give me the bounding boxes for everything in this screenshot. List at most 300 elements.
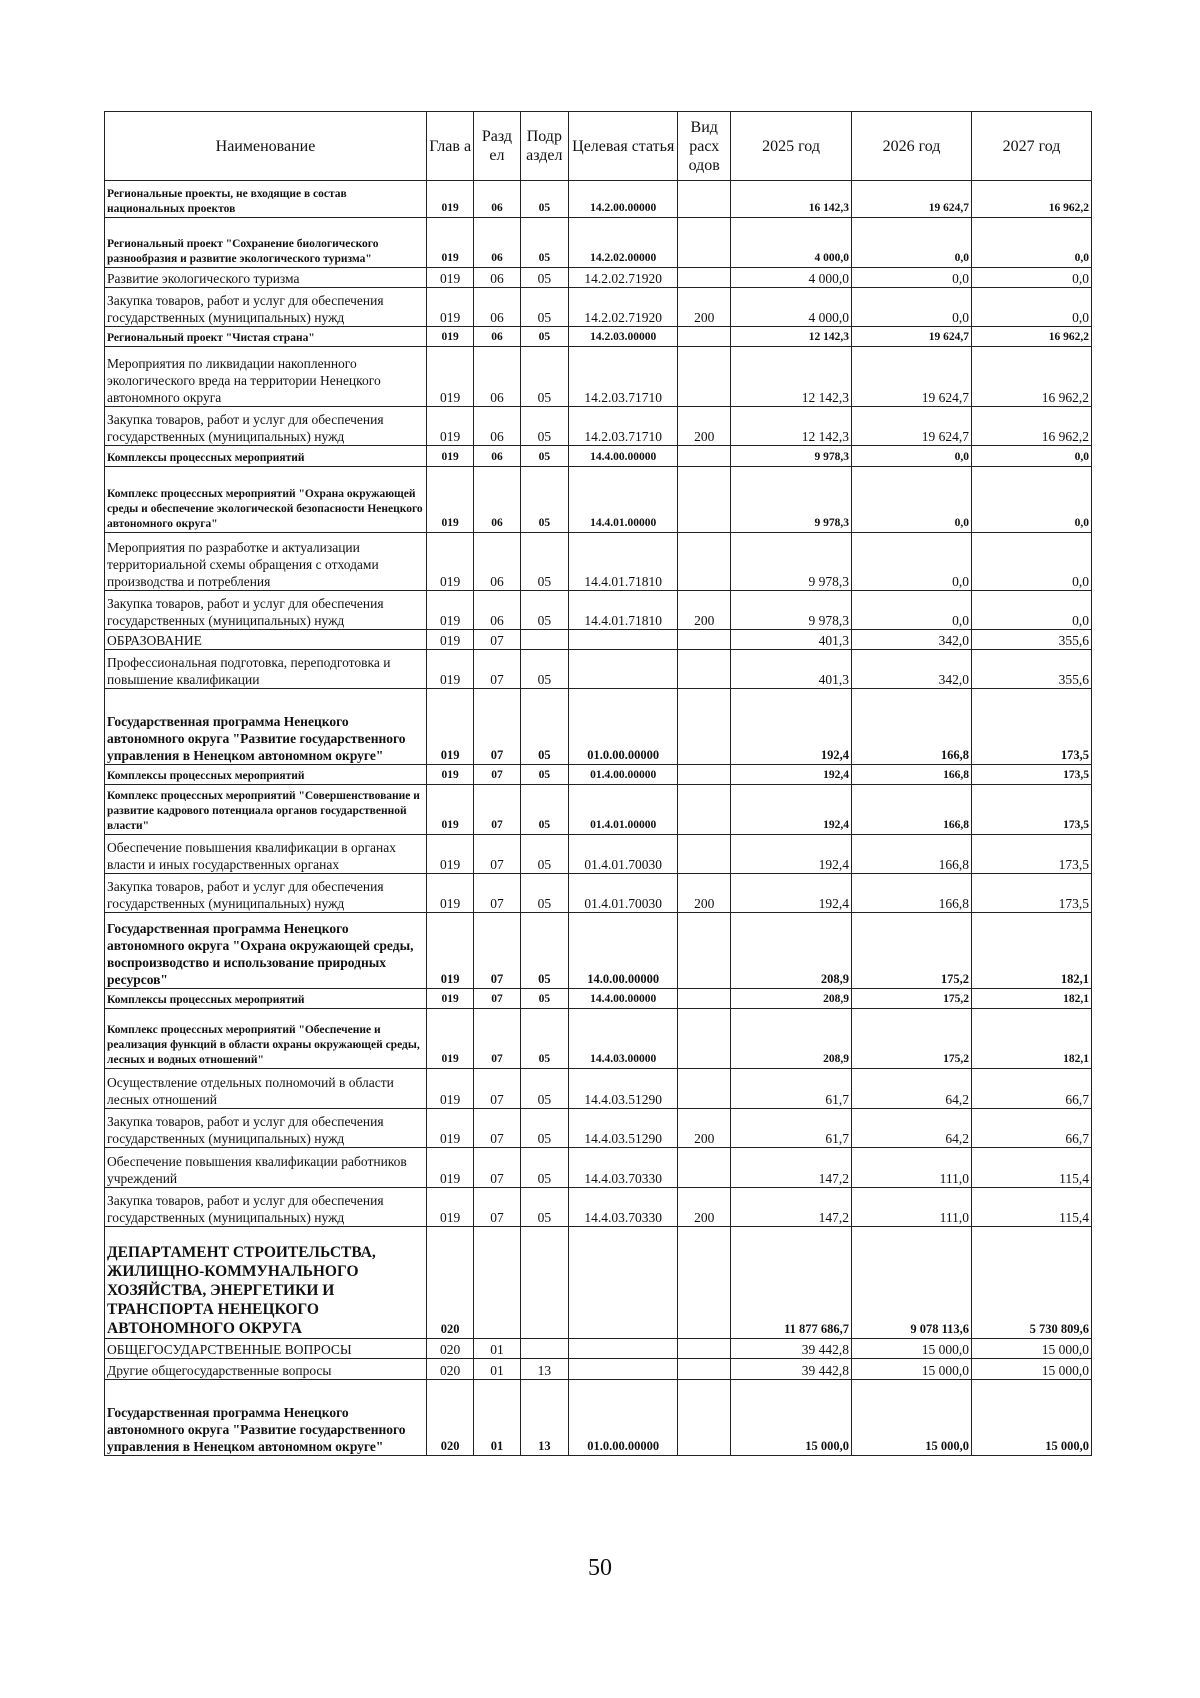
row-name: Региональный проект "Сохранение биологического разнообразия и развитие экологического туризма" bbox=[105, 218, 427, 268]
table-row bbox=[105, 591, 1092, 630]
row-amount-2026: 342,0 bbox=[852, 630, 972, 650]
row-tselevaya-statya: 14.2.03.71710 bbox=[569, 407, 678, 446]
header-2025: 2025 год bbox=[731, 112, 852, 181]
row-glava: 019 bbox=[426, 874, 473, 913]
row-vid-raskhodov bbox=[678, 1339, 731, 1359]
row-amount-2027: 16 962,2 bbox=[972, 407, 1092, 446]
row-glava: 019 bbox=[426, 591, 473, 630]
row-glava: 020 bbox=[426, 1380, 473, 1456]
row-tselevaya-statya: 01.4.01.70030 bbox=[569, 835, 678, 874]
table-row bbox=[105, 689, 1092, 765]
table-header-row bbox=[105, 112, 1092, 181]
row-razdel: 06 bbox=[474, 268, 520, 288]
row-tselevaya-statya: 14.2.02.71920 bbox=[569, 268, 678, 288]
row-amount-2027: 355,6 bbox=[972, 630, 1092, 650]
row-name: Закупка товаров, работ и услуг для обеспечения государственных (муниципальных) нужд bbox=[105, 1109, 427, 1148]
row-podrazdel: 05 bbox=[520, 327, 568, 347]
row-amount-2027: 182,1 bbox=[972, 913, 1092, 989]
table-row bbox=[105, 407, 1092, 446]
row-vid-raskhodov bbox=[678, 650, 731, 689]
row-glava: 019 bbox=[426, 1009, 473, 1069]
page-number: 50 bbox=[588, 1555, 612, 1581]
row-amount-2026: 175,2 bbox=[852, 989, 972, 1009]
row-vid-raskhodov: 200 bbox=[678, 407, 731, 446]
row-name: Закупка товаров, работ и услуг для обеспечения государственных (муниципальных) нужд bbox=[105, 591, 427, 630]
row-amount-2026: 166,8 bbox=[852, 874, 972, 913]
row-glava: 019 bbox=[426, 630, 473, 650]
row-amount-2025: 147,2 bbox=[731, 1148, 852, 1188]
row-tselevaya-statya: 01.0.00.00000 bbox=[569, 689, 678, 765]
row-amount-2026: 175,2 bbox=[852, 913, 972, 989]
row-amount-2026: 0,0 bbox=[852, 591, 972, 630]
row-name: ОБРАЗОВАНИЕ bbox=[105, 630, 427, 650]
row-glava: 019 bbox=[426, 1069, 473, 1109]
row-name: Обеспечение повышения квалификации работников учреждений bbox=[105, 1148, 427, 1188]
row-razdel: 07 bbox=[474, 630, 520, 650]
row-amount-2027: 0,0 bbox=[972, 533, 1092, 591]
row-podrazdel: 05 bbox=[520, 1009, 568, 1069]
row-glava: 019 bbox=[426, 467, 473, 533]
row-vid-raskhodov bbox=[678, 913, 731, 989]
row-amount-2026: 9 078 113,6 bbox=[852, 1227, 972, 1339]
row-amount-2027: 355,6 bbox=[972, 650, 1092, 689]
row-podrazdel: 05 bbox=[520, 785, 568, 835]
row-razdel: 01 bbox=[474, 1380, 520, 1456]
row-amount-2027: 66,7 bbox=[972, 1109, 1092, 1148]
row-amount-2026: 19 624,7 bbox=[852, 327, 972, 347]
row-name: ОБЩЕГОСУДАРСТВЕННЫЕ ВОПРОСЫ bbox=[105, 1339, 427, 1359]
row-vid-raskhodov bbox=[678, 533, 731, 591]
row-amount-2026: 0,0 bbox=[852, 218, 972, 268]
row-tselevaya-statya: 14.2.00.00000 bbox=[569, 181, 678, 218]
row-tselevaya-statya bbox=[569, 630, 678, 650]
row-name: Закупка товаров, работ и услуг для обеспечения государственных (муниципальных) нужд bbox=[105, 288, 427, 327]
header-2027: 2027 год bbox=[972, 112, 1092, 181]
row-podrazdel: 05 bbox=[520, 913, 568, 989]
row-glava: 019 bbox=[426, 446, 473, 467]
row-vid-raskhodov bbox=[678, 327, 731, 347]
row-vid-raskhodov bbox=[678, 1227, 731, 1339]
row-amount-2026: 15 000,0 bbox=[852, 1339, 972, 1359]
row-tselevaya-statya: 01.4.01.00000 bbox=[569, 785, 678, 835]
header-vid-raskhodov: Вид расх одов bbox=[678, 112, 731, 181]
row-tselevaya-statya: 14.4.03.51290 bbox=[569, 1069, 678, 1109]
table-row bbox=[105, 467, 1092, 533]
row-tselevaya-statya: 14.2.02.00000 bbox=[569, 218, 678, 268]
row-amount-2026: 19 624,7 bbox=[852, 347, 972, 407]
table-row bbox=[105, 446, 1092, 467]
row-name: ДЕПАРТАМЕНТ СТРОИТЕЛЬСТВА, ЖИЛИЩНО-КОММУНАЛЬНОГО ХОЗЯЙСТВА, ЭНЕРГЕТИКИ И ТРАНСПОРТА НЕНЕЦКОГО АВТОНОМНОГО ОКРУГА bbox=[105, 1227, 427, 1339]
row-vid-raskhodov bbox=[678, 1069, 731, 1109]
row-amount-2027: 173,5 bbox=[972, 785, 1092, 835]
row-amount-2027: 173,5 bbox=[972, 835, 1092, 874]
row-amount-2025: 9 978,3 bbox=[731, 533, 852, 591]
row-glava: 019 bbox=[426, 1188, 473, 1227]
row-vid-raskhodov bbox=[678, 1359, 731, 1380]
row-amount-2025: 12 142,3 bbox=[731, 347, 852, 407]
row-amount-2026: 0,0 bbox=[852, 533, 972, 591]
row-amount-2026: 342,0 bbox=[852, 650, 972, 689]
row-amount-2027: 173,5 bbox=[972, 874, 1092, 913]
row-vid-raskhodov bbox=[678, 347, 731, 407]
row-podrazdel: 13 bbox=[520, 1359, 568, 1380]
row-razdel: 06 bbox=[474, 467, 520, 533]
row-amount-2025: 61,7 bbox=[731, 1069, 852, 1109]
row-razdel: 07 bbox=[474, 689, 520, 765]
row-glava: 019 bbox=[426, 181, 473, 218]
table-row bbox=[105, 1339, 1092, 1359]
row-amount-2026: 0,0 bbox=[852, 268, 972, 288]
row-amount-2025: 401,3 bbox=[731, 630, 852, 650]
row-vid-raskhodov bbox=[678, 630, 731, 650]
table-row bbox=[105, 1069, 1092, 1109]
table-row bbox=[105, 1009, 1092, 1069]
row-vid-raskhodov bbox=[678, 181, 731, 218]
row-amount-2025: 16 142,3 bbox=[731, 181, 852, 218]
row-glava: 019 bbox=[426, 533, 473, 591]
table-row bbox=[105, 1380, 1092, 1456]
row-vid-raskhodov: 200 bbox=[678, 1109, 731, 1148]
row-podrazdel: 05 bbox=[520, 1109, 568, 1148]
table-row bbox=[105, 630, 1092, 650]
row-vid-raskhodov bbox=[678, 446, 731, 467]
row-amount-2025: 12 142,3 bbox=[731, 327, 852, 347]
row-razdel: 07 bbox=[474, 650, 520, 689]
row-amount-2027: 182,1 bbox=[972, 1009, 1092, 1069]
table-row bbox=[105, 785, 1092, 835]
row-vid-raskhodov bbox=[678, 835, 731, 874]
row-razdel: 07 bbox=[474, 1069, 520, 1109]
row-tselevaya-statya: 14.4.00.00000 bbox=[569, 989, 678, 1009]
row-vid-raskhodov bbox=[678, 989, 731, 1009]
row-amount-2026: 64,2 bbox=[852, 1069, 972, 1109]
row-amount-2027: 66,7 bbox=[972, 1069, 1092, 1109]
row-amount-2025: 192,4 bbox=[731, 689, 852, 765]
table-row bbox=[105, 181, 1092, 218]
row-vid-raskhodov bbox=[678, 1148, 731, 1188]
row-amount-2025: 39 442,8 bbox=[731, 1359, 852, 1380]
row-podrazdel: 05 bbox=[520, 689, 568, 765]
row-name: Мероприятия по разработке и актуализации территориальной схемы обращения с отходами производства и потребления bbox=[105, 533, 427, 591]
table-row bbox=[105, 1148, 1092, 1188]
row-razdel: 06 bbox=[474, 288, 520, 327]
row-amount-2025: 11 877 686,7 bbox=[731, 1227, 852, 1339]
row-glava: 019 bbox=[426, 785, 473, 835]
row-vid-raskhodov: 200 bbox=[678, 591, 731, 630]
row-glava: 019 bbox=[426, 1109, 473, 1148]
row-amount-2027: 0,0 bbox=[972, 218, 1092, 268]
row-tselevaya-statya: 14.4.00.00000 bbox=[569, 446, 678, 467]
row-amount-2026: 19 624,7 bbox=[852, 181, 972, 218]
row-amount-2027: 16 962,2 bbox=[972, 347, 1092, 407]
row-name: Закупка товаров, работ и услуг для обеспечения государственных (муниципальных) нужд bbox=[105, 1188, 427, 1227]
header-name: Наименование bbox=[105, 112, 427, 181]
row-amount-2027: 0,0 bbox=[972, 268, 1092, 288]
table-row bbox=[105, 1227, 1092, 1339]
row-podrazdel: 05 bbox=[520, 989, 568, 1009]
row-vid-raskhodov: 200 bbox=[678, 1188, 731, 1227]
header-tselevaya-statya: Целевая статья bbox=[569, 112, 678, 181]
table-row bbox=[105, 765, 1092, 785]
row-razdel bbox=[474, 1227, 520, 1339]
row-amount-2026: 166,8 bbox=[852, 765, 972, 785]
row-name: Комплексы процессных мероприятий bbox=[105, 765, 427, 785]
row-podrazdel: 05 bbox=[520, 181, 568, 218]
table-row bbox=[105, 533, 1092, 591]
row-podrazdel: 05 bbox=[520, 1188, 568, 1227]
row-razdel: 06 bbox=[474, 327, 520, 347]
row-name: Комплекс процессных мероприятий "Обеспечение и реализация функций в области охраны окружающей среды, лесных и водных отношений" bbox=[105, 1009, 427, 1069]
row-name: Другие общегосударственные вопросы bbox=[105, 1359, 427, 1380]
row-name: Осуществление отдельных полномочий в области лесных отношений bbox=[105, 1069, 427, 1109]
row-amount-2025: 12 142,3 bbox=[731, 407, 852, 446]
row-name: Региональные проекты, не входящие в состав национальных проектов bbox=[105, 181, 427, 218]
row-vid-raskhodov bbox=[678, 268, 731, 288]
row-vid-raskhodov bbox=[678, 467, 731, 533]
row-glava: 019 bbox=[426, 989, 473, 1009]
row-name: Государственная программа Ненецкого автономного округа "Развитие государственного управления в Ненецком автономном округе" bbox=[105, 689, 427, 765]
row-vid-raskhodov bbox=[678, 689, 731, 765]
row-glava: 019 bbox=[426, 689, 473, 765]
row-tselevaya-statya: 14.2.03.00000 bbox=[569, 327, 678, 347]
row-amount-2025: 401,3 bbox=[731, 650, 852, 689]
row-podrazdel: 05 bbox=[520, 650, 568, 689]
row-glava: 019 bbox=[426, 327, 473, 347]
row-razdel: 07 bbox=[474, 785, 520, 835]
row-amount-2027: 15 000,0 bbox=[972, 1359, 1092, 1380]
row-podrazdel: 13 bbox=[520, 1380, 568, 1456]
row-tselevaya-statya: 14.4.01.00000 bbox=[569, 467, 678, 533]
row-name: Государственная программа Ненецкого автономного округа "Развитие государственного управления в Ненецком автономном округе" bbox=[105, 1380, 427, 1456]
row-podrazdel: 05 bbox=[520, 407, 568, 446]
row-amount-2027: 15 000,0 bbox=[972, 1339, 1092, 1359]
row-glava: 019 bbox=[426, 835, 473, 874]
row-amount-2025: 192,4 bbox=[731, 835, 852, 874]
row-podrazdel: 05 bbox=[520, 591, 568, 630]
row-amount-2025: 208,9 bbox=[731, 1009, 852, 1069]
row-amount-2025: 4 000,0 bbox=[731, 268, 852, 288]
row-amount-2025: 192,4 bbox=[731, 785, 852, 835]
row-podrazdel: 05 bbox=[520, 218, 568, 268]
row-tselevaya-statya: 14.4.03.51290 bbox=[569, 1109, 678, 1148]
row-glava: 020 bbox=[426, 1359, 473, 1380]
row-glava: 020 bbox=[426, 1227, 473, 1339]
row-tselevaya-statya: 14.2.03.71710 bbox=[569, 347, 678, 407]
row-podrazdel: 05 bbox=[520, 533, 568, 591]
table-row bbox=[105, 835, 1092, 874]
row-amount-2027: 0,0 bbox=[972, 446, 1092, 467]
table-row bbox=[105, 347, 1092, 407]
row-glava: 019 bbox=[426, 268, 473, 288]
row-amount-2026: 111,0 bbox=[852, 1188, 972, 1227]
row-vid-raskhodov: 200 bbox=[678, 874, 731, 913]
row-glava: 020 bbox=[426, 1339, 473, 1359]
row-glava: 019 bbox=[426, 765, 473, 785]
row-podrazdel: 05 bbox=[520, 765, 568, 785]
row-podrazdel: 05 bbox=[520, 1069, 568, 1109]
row-amount-2025: 9 978,3 bbox=[731, 446, 852, 467]
row-name: Развитие экологического туризма bbox=[105, 268, 427, 288]
table-row bbox=[105, 288, 1092, 327]
row-name: Профессиональная подготовка, переподготовка и повышение квалификации bbox=[105, 650, 427, 689]
row-tselevaya-statya bbox=[569, 1339, 678, 1359]
row-razdel: 07 bbox=[474, 913, 520, 989]
row-amount-2025: 15 000,0 bbox=[731, 1380, 852, 1456]
row-amount-2026: 166,8 bbox=[852, 785, 972, 835]
table-body bbox=[105, 181, 1092, 1456]
row-razdel: 07 bbox=[474, 874, 520, 913]
row-glava: 019 bbox=[426, 347, 473, 407]
table-row bbox=[105, 1188, 1092, 1227]
row-podrazdel: 05 bbox=[520, 874, 568, 913]
row-razdel: 07 bbox=[474, 765, 520, 785]
row-tselevaya-statya: 01.4.01.70030 bbox=[569, 874, 678, 913]
row-amount-2027: 115,4 bbox=[972, 1188, 1092, 1227]
row-amount-2026: 166,8 bbox=[852, 835, 972, 874]
row-amount-2027: 173,5 bbox=[972, 689, 1092, 765]
row-name: Комплекс процессных мероприятий "Охрана окружающей среды и обеспечение экологической безопасности Ненецкого автономного округа" bbox=[105, 467, 427, 533]
row-amount-2026: 175,2 bbox=[852, 1009, 972, 1069]
row-amount-2027: 182,1 bbox=[972, 989, 1092, 1009]
row-razdel: 07 bbox=[474, 989, 520, 1009]
row-razdel: 06 bbox=[474, 591, 520, 630]
row-name: Обеспечение повышения квалификации в органах власти и иных государственных органах bbox=[105, 835, 427, 874]
row-razdel: 01 bbox=[474, 1339, 520, 1359]
table-row bbox=[105, 218, 1092, 268]
row-razdel: 06 bbox=[474, 446, 520, 467]
row-vid-raskhodov bbox=[678, 785, 731, 835]
row-amount-2026: 111,0 bbox=[852, 1148, 972, 1188]
row-podrazdel bbox=[520, 1227, 568, 1339]
row-name: Комплексы процессных мероприятий bbox=[105, 989, 427, 1009]
row-razdel: 07 bbox=[474, 1188, 520, 1227]
row-amount-2026: 64,2 bbox=[852, 1109, 972, 1148]
row-razdel: 06 bbox=[474, 181, 520, 218]
header-podrazdel: Подр аздел bbox=[520, 112, 568, 181]
row-tselevaya-statya: 14.0.00.00000 bbox=[569, 913, 678, 989]
row-razdel: 06 bbox=[474, 347, 520, 407]
table-row bbox=[105, 650, 1092, 689]
budget-table bbox=[104, 111, 1092, 1456]
table-row bbox=[105, 989, 1092, 1009]
row-glava: 019 bbox=[426, 407, 473, 446]
row-tselevaya-statya bbox=[569, 1359, 678, 1380]
row-razdel: 07 bbox=[474, 1148, 520, 1188]
row-amount-2025: 9 978,3 bbox=[731, 591, 852, 630]
row-name: Комплексы процессных мероприятий bbox=[105, 446, 427, 467]
row-tselevaya-statya: 01.4.00.00000 bbox=[569, 765, 678, 785]
row-amount-2026: 15 000,0 bbox=[852, 1359, 972, 1380]
row-amount-2025: 9 978,3 bbox=[731, 467, 852, 533]
row-amount-2025: 147,2 bbox=[731, 1188, 852, 1227]
row-razdel: 01 bbox=[474, 1359, 520, 1380]
row-tselevaya-statya: 14.4.03.70330 bbox=[569, 1188, 678, 1227]
row-razdel: 06 bbox=[474, 533, 520, 591]
row-amount-2025: 192,4 bbox=[731, 874, 852, 913]
row-podrazdel: 05 bbox=[520, 347, 568, 407]
row-amount-2025: 4 000,0 bbox=[731, 218, 852, 268]
row-razdel: 06 bbox=[474, 407, 520, 446]
row-amount-2025: 192,4 bbox=[731, 765, 852, 785]
table-row bbox=[105, 1359, 1092, 1380]
row-amount-2026: 0,0 bbox=[852, 288, 972, 327]
row-podrazdel: 05 bbox=[520, 835, 568, 874]
row-razdel: 07 bbox=[474, 1109, 520, 1148]
row-amount-2026: 0,0 bbox=[852, 446, 972, 467]
row-tselevaya-statya: 01.0.00.00000 bbox=[569, 1380, 678, 1456]
row-amount-2027: 0,0 bbox=[972, 288, 1092, 327]
row-amount-2026: 15 000,0 bbox=[852, 1380, 972, 1456]
row-tselevaya-statya: 14.4.01.71810 bbox=[569, 533, 678, 591]
row-amount-2027: 115,4 bbox=[972, 1148, 1092, 1188]
row-amount-2025: 208,9 bbox=[731, 913, 852, 989]
row-amount-2025: 39 442,8 bbox=[731, 1339, 852, 1359]
row-amount-2027: 16 962,2 bbox=[972, 181, 1092, 218]
header-2026: 2026 год bbox=[852, 112, 972, 181]
row-podrazdel bbox=[520, 1339, 568, 1359]
row-tselevaya-statya: 14.2.02.71920 bbox=[569, 288, 678, 327]
header-glava: Глав а bbox=[426, 112, 473, 181]
row-podrazdel: 05 bbox=[520, 288, 568, 327]
row-podrazdel: 05 bbox=[520, 1148, 568, 1188]
row-razdel: 06 bbox=[474, 218, 520, 268]
row-amount-2025: 61,7 bbox=[731, 1109, 852, 1148]
row-amount-2025: 4 000,0 bbox=[731, 288, 852, 327]
row-podrazdel: 05 bbox=[520, 446, 568, 467]
row-name: Мероприятия по ликвидации накопленного экологического вреда на территории Ненецкого автономного округа bbox=[105, 347, 427, 407]
row-vid-raskhodov bbox=[678, 218, 731, 268]
header-razdel: Разд ел bbox=[474, 112, 520, 181]
row-name: Государственная программа Ненецкого автономного округа "Охрана окружающей среды, воспроизводство и использование природных ресурсов" bbox=[105, 913, 427, 989]
row-name: Региональный проект "Чистая страна" bbox=[105, 327, 427, 347]
row-name: Комплекс процессных мероприятий "Совершенствование и развитие кадрового потенциала органов государственной власти" bbox=[105, 785, 427, 835]
table-row bbox=[105, 913, 1092, 989]
row-amount-2026: 166,8 bbox=[852, 689, 972, 765]
row-tselevaya-statya: 14.4.03.70330 bbox=[569, 1148, 678, 1188]
row-podrazdel: 05 bbox=[520, 268, 568, 288]
row-vid-raskhodov bbox=[678, 1380, 731, 1456]
row-glava: 019 bbox=[426, 913, 473, 989]
row-amount-2027: 0,0 bbox=[972, 591, 1092, 630]
table-row bbox=[105, 268, 1092, 288]
row-vid-raskhodov: 200 bbox=[678, 288, 731, 327]
row-name: Закупка товаров, работ и услуг для обеспечения государственных (муниципальных) нужд bbox=[105, 874, 427, 913]
row-podrazdel bbox=[520, 630, 568, 650]
row-amount-2027: 5 730 809,6 bbox=[972, 1227, 1092, 1339]
row-tselevaya-statya bbox=[569, 650, 678, 689]
row-vid-raskhodov bbox=[678, 765, 731, 785]
row-tselevaya-statya: 14.4.03.00000 bbox=[569, 1009, 678, 1069]
row-name: Закупка товаров, работ и услуг для обеспечения государственных (муниципальных) нужд bbox=[105, 407, 427, 446]
row-amount-2026: 0,0 bbox=[852, 467, 972, 533]
row-vid-raskhodov bbox=[678, 1009, 731, 1069]
row-amount-2027: 15 000,0 bbox=[972, 1380, 1092, 1456]
row-glava: 019 bbox=[426, 650, 473, 689]
row-amount-2027: 173,5 bbox=[972, 765, 1092, 785]
row-glava: 019 bbox=[426, 288, 473, 327]
row-glava: 019 bbox=[426, 1148, 473, 1188]
row-razdel: 07 bbox=[474, 1009, 520, 1069]
row-amount-2027: 0,0 bbox=[972, 467, 1092, 533]
row-podrazdel: 05 bbox=[520, 467, 568, 533]
row-glava: 019 bbox=[426, 218, 473, 268]
table-row bbox=[105, 327, 1092, 347]
row-razdel: 07 bbox=[474, 835, 520, 874]
row-tselevaya-statya: 14.4.01.71810 bbox=[569, 591, 678, 630]
row-amount-2025: 208,9 bbox=[731, 989, 852, 1009]
row-amount-2027: 16 962,2 bbox=[972, 327, 1092, 347]
row-amount-2026: 19 624,7 bbox=[852, 407, 972, 446]
